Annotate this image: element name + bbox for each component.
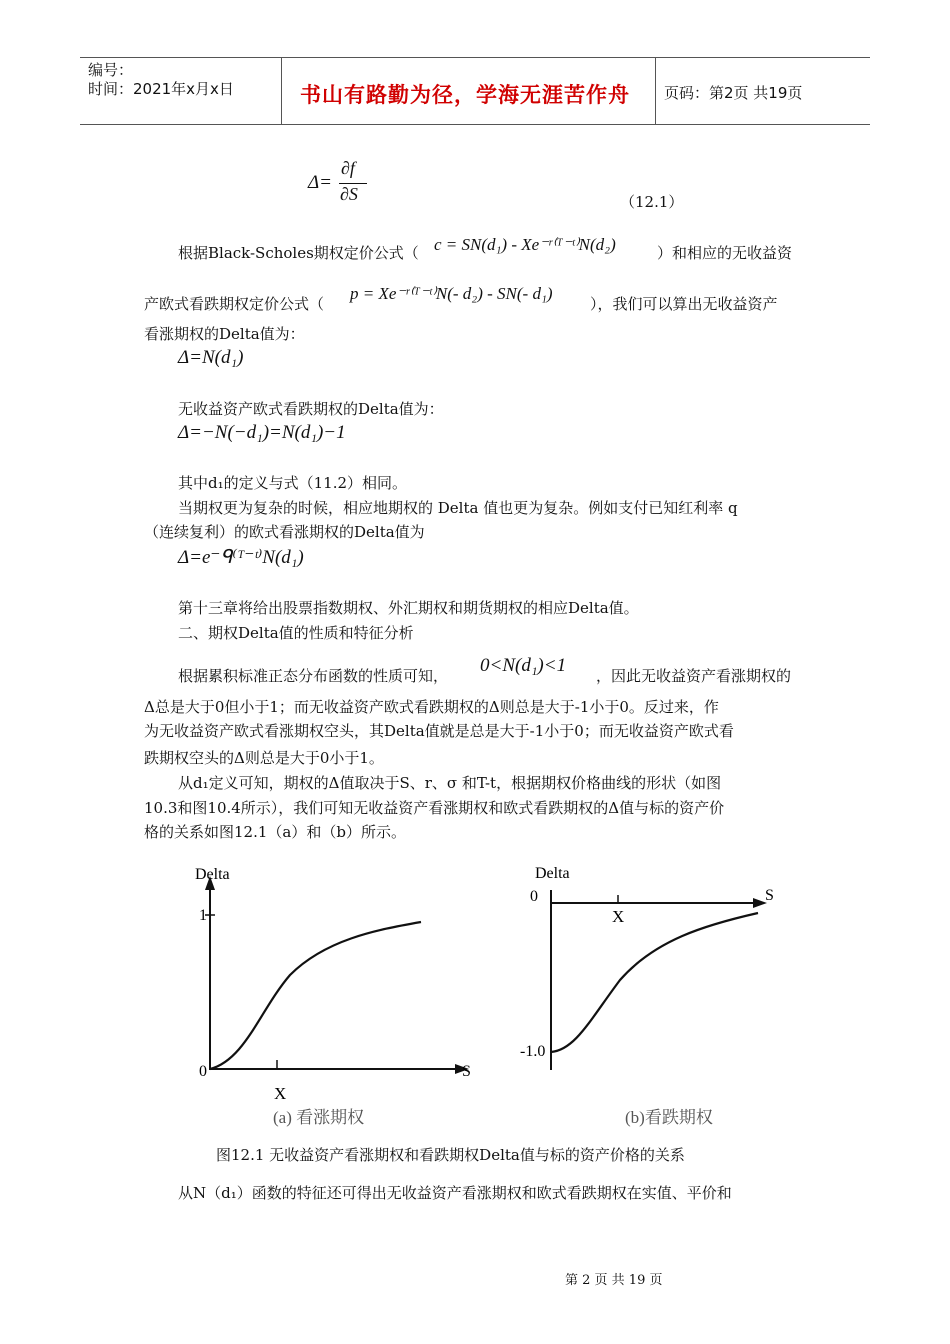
para-3: 看涨期权的Delta值为： — [144, 325, 305, 343]
figure-12-1-caption: 图12.1 无收益资产看涨期权和看跌期权Delta值与标的资产价格的关系 — [216, 1146, 685, 1164]
figure-b-ylabel: Delta — [535, 865, 570, 882]
para-2-end: ），我们可以算出无收益资产 — [590, 295, 778, 313]
para-12: 为无收益资产欧式看涨期权空头，其Delta值就是总是大于-1小于0；而无收益资产欧式看 — [144, 722, 734, 740]
para-14: 从d₁定义可知，期权的Δ值取决于S、r、σ 和T-t，根据期权价格曲线的形状（如图 — [178, 774, 722, 792]
figure-b-xlabel: S — [765, 887, 774, 904]
figure-b-y-bottom-label: -1.0 — [520, 1043, 546, 1060]
formula-12-1-denominator: ∂S — [340, 184, 358, 204]
para-15: 10.3和图10.4所示），我们可知无收益资产看涨期权和欧式看跌期权的Δ值与标的资产价 — [144, 799, 725, 817]
para-10-start: 根据累积标准正态分布函数的性质可知， — [178, 667, 449, 685]
para-6: 当期权更为复杂的时候，相应地期权的 Delta 值也更为复杂。例如支付已知红利率 q — [178, 499, 738, 517]
para-1-start: 根据Black-Scholes期权定价公式（ — [178, 244, 419, 262]
figure-a-call-delta — [185, 860, 485, 1135]
figure-a-origin-label: 0 — [199, 1063, 207, 1080]
formula-12-1-numerator: ∂f — [341, 158, 355, 178]
figure-b-caption: (b)看跌期权 — [625, 1108, 713, 1127]
para-8: 第十三章将给出股票指数期权、外汇期权和期货期权的相应Delta值。 — [178, 599, 639, 617]
header-motto: 书山有路勤为径，学海无涯苦作舟 — [300, 83, 630, 107]
figure-a-xlabel: S — [462, 1063, 471, 1080]
equation-put-delta: Δ=−N(−d₁)=N(d₁)−1 — [178, 422, 346, 443]
figure-b-x-tick-label: X — [612, 907, 625, 926]
para-2-formula: p = Xe⁻ʳ⁽ᵀ⁻ᵗ⁾N(- d₂) - SN(- d₁) — [350, 284, 553, 303]
para-16: 格的关系如图12.1（a）和（b）所示。 — [144, 823, 406, 841]
header-bottom-rule — [80, 124, 870, 125]
para-1-end: ）和相应的无收益资 — [657, 244, 793, 262]
equation-call-delta: Δ=N(d₁) — [178, 347, 244, 368]
header-page-info: 页码：第2页 共19页 — [664, 84, 803, 102]
para-17: 从N（d₁）函数的特征还可得出无收益资产看涨期权和欧式看跌期权在实值、平价和 — [178, 1184, 732, 1202]
formula-12-1-lhs: Δ= — [308, 172, 332, 193]
figure-a-caption: (a) 看涨期权 — [273, 1108, 365, 1127]
header-number-label: 编号： — [88, 61, 134, 79]
para-10-formula: 0<N(d₁)<1 — [480, 655, 567, 676]
figure-b-put-delta — [515, 860, 805, 1135]
figure-a-ylabel: Delta — [195, 866, 230, 883]
page-footer: 第 2 页 共 19 页 — [565, 1273, 663, 1288]
figure-a-delta-curve — [210, 922, 421, 1069]
para-5: 其中d₁的定义与式（11.2）相同。 — [178, 474, 408, 492]
para-4: 无收益资产欧式看跌期权的Delta值为： — [178, 400, 444, 418]
para-1-formula: c = SN(d₁) - Xe⁻ʳ⁽ᵀ⁻ᵗ⁾N(d₂) — [434, 235, 616, 254]
figure-b-y-top-label: 0 — [530, 888, 538, 905]
section-heading-2: 二、期权Delta值的性质和特征分析 — [178, 624, 414, 642]
header-top-rule — [80, 57, 870, 58]
header-time-label: 时间：2021年x月x日 — [88, 80, 234, 98]
figure-b-delta-curve — [551, 913, 758, 1052]
header-divider-left — [281, 57, 282, 124]
para-11: Δ总是大于0但小于1；而无收益资产欧式看跌期权的Δ则总是大于-1小于0。反过来，作 — [144, 698, 719, 716]
figure-a-x-tick-label: X — [274, 1084, 287, 1103]
para-7: （连续复利）的欧式看涨期权的Delta值为 — [144, 523, 425, 541]
equation-dividend-delta: Δ=e⁻ᑫ⁽ᵀ⁻ᵗ⁾N(d₁) — [178, 547, 304, 568]
header-divider-right — [655, 57, 656, 124]
para-10-end: ，因此无收益资产看涨期权的 — [596, 667, 792, 685]
figure-a-y-tick-label: 1 — [199, 907, 207, 924]
para-2-start: 产欧式看跌期权定价公式（ — [144, 295, 325, 313]
formula-12-1-tag: （12.1） — [620, 193, 684, 211]
para-13: 跌期权空头的Δ则总是大于0小于1。 — [144, 749, 384, 767]
